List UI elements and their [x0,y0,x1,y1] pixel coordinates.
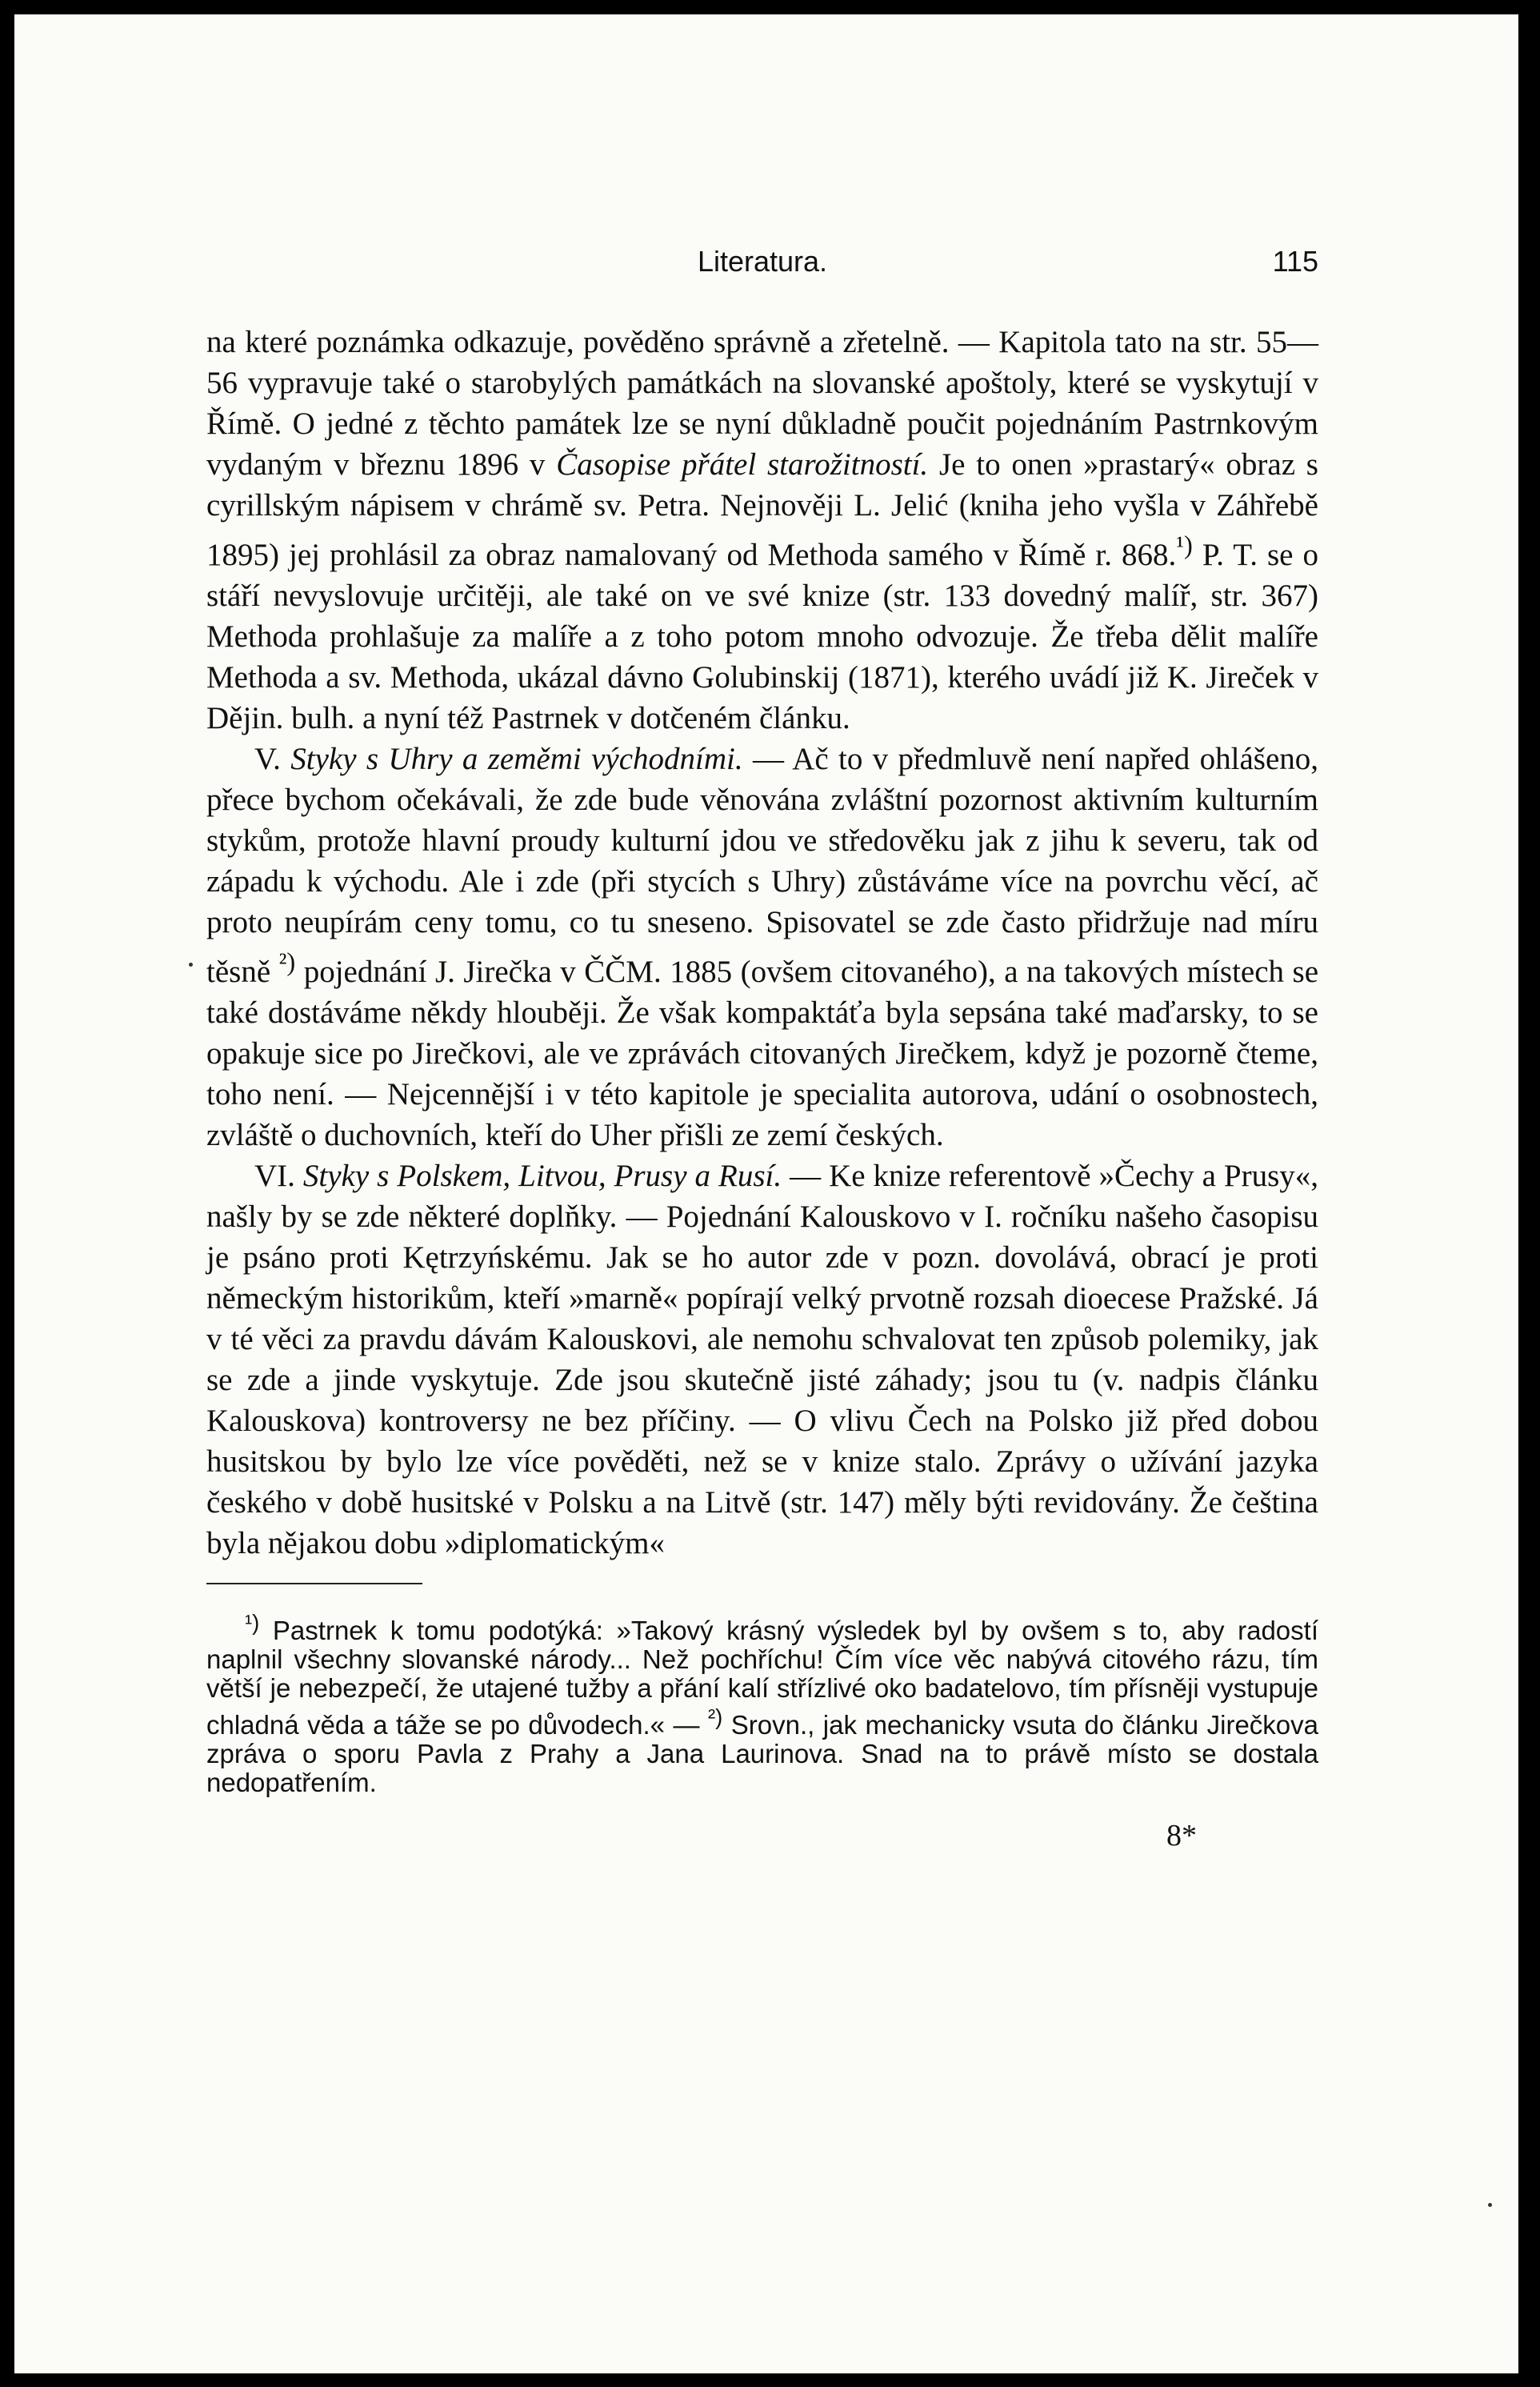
paragraph-kapitola-4 [206,322,1318,739]
page-number: 115 [1272,245,1318,278]
footnote-2-marker: ²) [707,1704,723,1729]
paragraph-1-text: na které poznámka odkazuje, pověděno správně a zřetelně. — Kapitola tato na str. 55—56 vypravuje také o starobylých památkách na slovanské apoštoly, které se vyskytují v Římě. O jedné z těchto památek lze se nyní důkladně poučit pojednáním Pastrnkovým vydaným v březnu 1896 v [206,325,1318,482]
section-5-number: V. [254,742,281,776]
paragraph-1-text-b: Je to onen »prastarý« obraz s cyrillským nápisem v chrámě sv. Petra. Nejnověji L. Jelić (kniha jeho vyšla v Záhřebě 1895) jej prohlásil za obraz namalovaný od Methoda samého v Římě r. 868. [206,447,1318,572]
paragraph-2-text-b: pojednání J. Jirečka v ČČM. 1885 (ovšem citovaného), a na takových místech se také dostáváme někdy hlouběji. Že však kompaktáťa byla sepsána také maďarsky, to se opakuje sice po Jirečkovi, ale ve zprávách citovaných Jirečkem, když je pozorně čteme, toho není. — Nejcennější i v této kapitole je specialita autorova, udání o osobnostech, zvláště o duchovních, kteří do Uher přišli ze zemí českých. [206,955,1319,1152]
paragraph-3-text: — Ke knize referentově »Čechy a Prusy«, našly by se zde některé doplňky. — Pojednání Kalouskovo v I. ročníku našeho časopisu je psáno proti Kętrzyńskému. Jak se ho autor zde v pozn. dovolává, obrací je proti německým historikům, kteří »marně« popírají velký prvotně rozsah dioecese Pražské. Já v té věci za pravdu dávám Kalouskovi, ale nemohu schvalovat ten způsob polemiky, jak se zde a jinde vyskytuje. Zde jsou skutečně jisté záhady; jsou tu (v. nadpis článku Kalouskova) kontroversy ne bez příčiny. — O vlivu Čech na Polsko již před dobou husitskou by bylo lze více pověděti, než se v knize stalo. Zprávy o užívání jazyka českého v době husitské v Polsku a na Litvě (str. 147) měly býti revidovány. Že čeština byla nějakou dobu »diplomatickým« [206,1159,1319,1560]
paragraph-1-text-c: P. T. se o stáří nevyslovuje určitěji, ale také on ve své knize (str. 133 dovedný malíř, str. 367) Methoda prohlašuje za malíře a z toho potom mnoho odvozuje. Že třeba dělit malíře Methoda a sv. Methoda, ukázal dávno Golubinskij (1871), kterého uvádí již K. Jireček v Dějin. bulh. a nyní též Pastrnek v dotčeném článku. [206,538,1319,735]
section-6-number: VI. [254,1159,295,1193]
footnote-1-marker: ¹) [245,1610,260,1635]
signature-mark: 8* [1166,1819,1197,1852]
paragraph-section-5 [206,739,1318,1155]
footnote-1-text: Pastrnek k tomu podotýká: »Takový krásný výsledek byl by ovšem s to, aby radostí naplnil všechny slovanské národy... Než pochříchu! Čím více věc nabývá citového rázu, tím větší je nebezpečí, že utajené tužby a přání kalí střízlivé oko badatelovo, tím přísněji vystupuje chladná věda a táže se po důvodech.« — [206,1616,1318,1740]
footnote-2-text: Srovn., jak mechanicky vsuta do článku Jirečkova zpráva o sporu Pavla z Prahy a Jana Laurinova. Snad na to právě místo se dostala nedopatřením. [206,1710,1318,1797]
footnote-rule [206,1583,422,1584]
paragraph-2-text-a: — Ač to v předmluvě není napřed ohlášeno, přece bychom očekávali, že zde bude věnována zvláštní pozornost aktivním kulturním stykům, protože hlavní proudy kulturní jdou ve středověku jak z jihu k severu, tak od západu k východu. Ale i zde (při stycích s Uhry) zůstáváme více na povrchu věcí, ač proto neupírám ceny tomu, co tu sneseno. Spisovatel se zde často přidržuje nad míru těsně [206,742,1319,989]
running-head [206,240,1318,288]
journal-title: Časopise přátel starožitností. [556,447,929,482]
body-text [206,322,1318,1564]
scan-speck [189,963,193,967]
section-5-title: Styky s Uhry a zeměmi východními. [290,742,743,776]
running-title: Literatura. [697,245,828,278]
footnote-ref-2: ²) [278,948,296,977]
paragraph-section-6 [206,1155,1318,1564]
footnotes [206,1608,1318,1797]
text-block [206,240,1318,1853]
section-6-title: Styky s Polskem, Litvou, Prusy a Rusí. [302,1159,782,1193]
footnote-ref-1: ¹) [1176,531,1193,560]
footnote-1-2 [206,1608,1318,1797]
scan-speck [1488,2203,1492,2207]
